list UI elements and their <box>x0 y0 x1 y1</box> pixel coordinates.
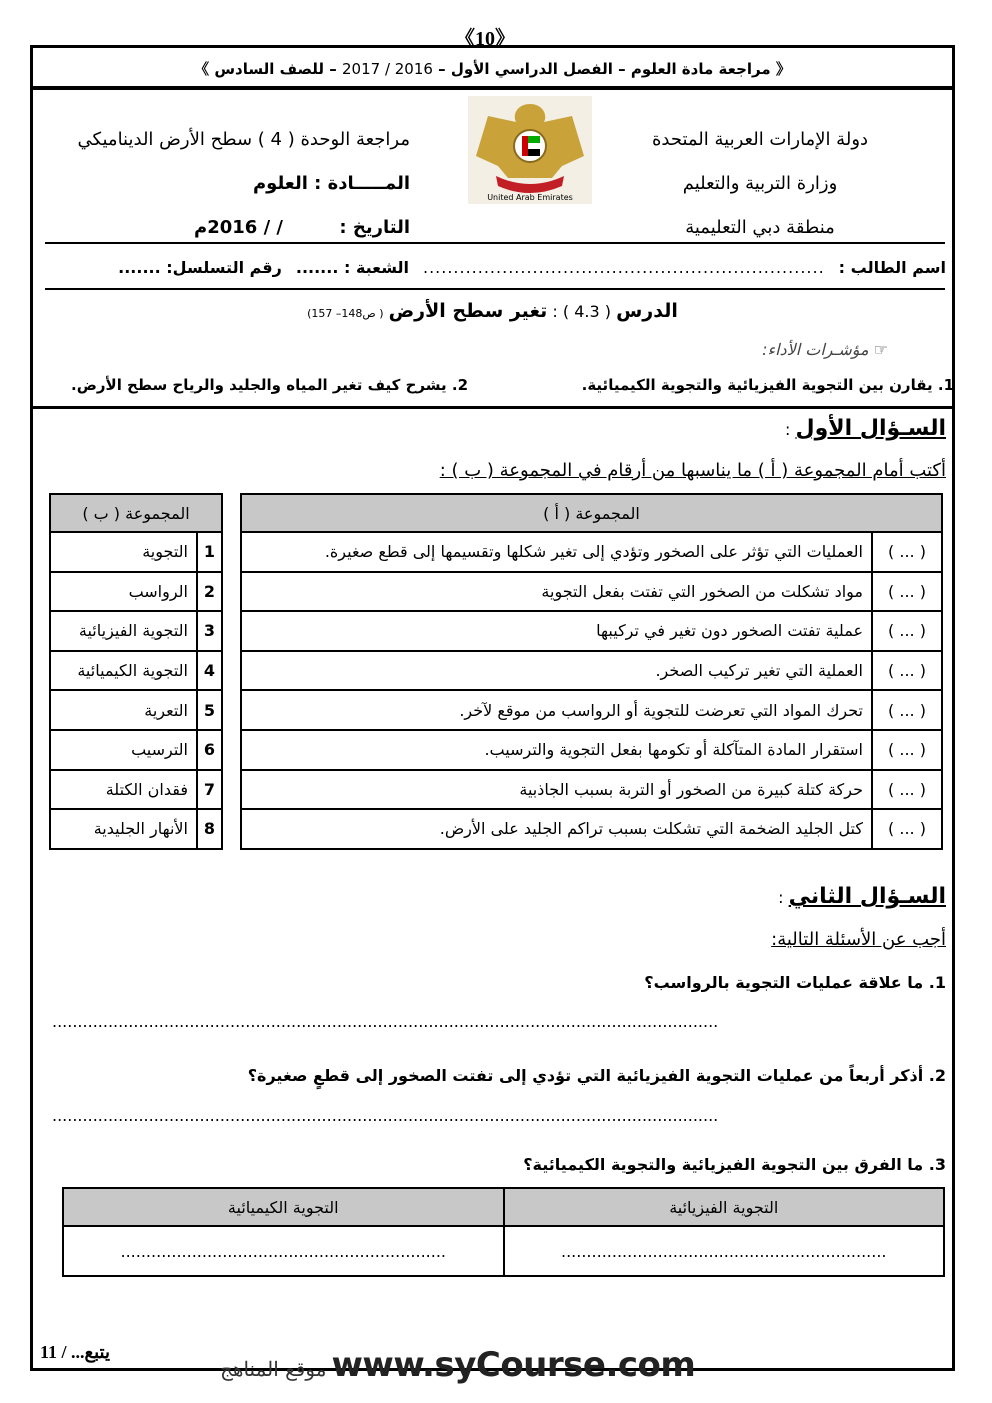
answer-blank[interactable]: ( ... ) <box>872 730 942 770</box>
answer-line-2[interactable]: ................................................................................................................................... <box>52 1106 719 1125</box>
group-b-number: 5 <box>197 690 222 730</box>
question-2: 2. أذكر أربعاً من عمليات التجوية الفيزيائية التي تؤدي إلى تفتت الصخور إلى قطعٍ صغيرة؟ <box>247 1066 946 1085</box>
answer-line-1[interactable]: ................................................................................................................................... <box>52 1012 719 1031</box>
group-b-row <box>50 572 222 612</box>
zone-name: منطقة دبي التعليمية <box>685 217 835 238</box>
group-b-item: الأنهار الجليدية <box>50 809 197 849</box>
q2-title: السـؤال الثاني : <box>778 884 946 909</box>
group-a-header: المجموعة ( أ ) <box>241 494 942 532</box>
weathering-compare-table <box>62 1187 945 1277</box>
group-a-row <box>241 809 942 849</box>
section-field[interactable]: الشعبة : ....... <box>295 258 409 277</box>
student-name-field[interactable]: .................................................................. <box>422 258 825 277</box>
answer-blank[interactable]: ( ... ) <box>872 690 942 730</box>
answer-blank[interactable]: ( ... ) <box>872 809 942 849</box>
uae-emblem-logo <box>468 96 592 204</box>
date-label: التاريخ : <box>339 217 410 238</box>
banner-title: 《 مراجعة مادة العلوم – الفصل الدراسي الأول – 2016 / 2017 – للصف السادس 》 <box>194 60 791 78</box>
group-b-item: التعرية <box>50 690 197 730</box>
student-info <box>48 258 946 277</box>
q2-instruction: أجب عن الأسئلة التالية: <box>771 929 946 950</box>
svg-text:United Arab Emirates: United Arab Emirates <box>487 193 573 202</box>
answer-blank[interactable]: ( ... ) <box>872 611 942 651</box>
group-a-item: العمليات التي تؤثر على الصخور وتؤدي إلى تغير شكلها وتقسيمها إلى قطع صغيرة. <box>241 532 872 572</box>
answer-blank[interactable]: ( ... ) <box>872 532 942 572</box>
indicators-title: ☞ مؤشـرات الأداء: <box>762 340 888 359</box>
group-b-item: التجوية الفيزيائية <box>50 611 197 651</box>
group-a-row <box>241 611 942 651</box>
divider <box>45 242 945 244</box>
group-b-number: 8 <box>197 809 222 849</box>
q1-instruction: أكتب أمام المجموعة ( أ ) ما يناسبها من أرقام في المجموعة ( ب ) : <box>439 460 946 481</box>
group-a-item: كتل الجليد الضخمة التي تشكلت بسبب تراكم الجليد على الأرض. <box>241 809 872 849</box>
physical-answer[interactable]: ................................................................ <box>504 1226 945 1276</box>
group-a-item: حركة كتلة كبيرة من الصخور أو التربة بسبب الجاذبية <box>241 770 872 810</box>
divider <box>30 86 955 90</box>
q1-title: السـؤال الأول : <box>785 416 946 441</box>
group-a-item: مواد تشكلت من الصخور التي تفتت بفعل التجوية <box>241 572 872 612</box>
answer-blank[interactable]: ( ... ) <box>872 572 942 612</box>
group-a-row <box>241 730 942 770</box>
group-a-row <box>241 770 942 810</box>
group-b-row <box>50 770 222 810</box>
group-b-row <box>50 532 222 572</box>
question-3: 3. ما الفرق بين التجوية الفيزيائية والتجوية الكيميائية؟ <box>523 1155 946 1174</box>
group-a-row <box>241 651 942 691</box>
group-a-item: استقرار المادة المتآكلة أو تكومها بفعل التجوية والترسيب. <box>241 730 872 770</box>
site-watermark: موقع المناهج www.syCourse.com <box>220 1345 696 1385</box>
group-b-number: 4 <box>197 651 222 691</box>
subject-label: المـــــادة : العلوم <box>252 173 410 194</box>
chemical-header: التجوية الكيميائية <box>63 1188 504 1226</box>
ministry-name: وزارة التربية والتعليم <box>682 173 838 194</box>
group-b-item: الترسيب <box>50 730 197 770</box>
indicator-item: 1. يقارن بين التجوية الفيزيائية والتجوية الكيميائية. <box>581 376 954 394</box>
group-b-number: 1 <box>197 532 222 572</box>
group-a-item: تحرك المواد التي تعرضت للتجوية أو الرواسب من موقع لآخر. <box>241 690 872 730</box>
hand-pointer-icon: ☞ <box>873 340 888 359</box>
group-b-number: 6 <box>197 730 222 770</box>
group-a-row <box>241 572 942 612</box>
answer-blank[interactable]: ( ... ) <box>872 651 942 691</box>
divider <box>30 406 955 409</box>
student-name-label: اسم الطالب : <box>838 258 946 277</box>
group-b-table <box>49 493 223 850</box>
serial-field[interactable]: رقم التسلسل: ....... <box>118 258 282 277</box>
group-b-number: 3 <box>197 611 222 651</box>
indicator-item: 2. يشرح كيف تغير المياه والجليد والرياح سطح الأرض. <box>71 376 468 394</box>
group-b-row <box>50 611 222 651</box>
group-b-item: الرواسب <box>50 572 197 612</box>
group-a-table <box>240 493 943 850</box>
group-b-header: المجموعة ( ب ) <box>50 494 222 532</box>
divider <box>45 288 945 290</box>
page-number: 《10》 <box>455 28 515 50</box>
group-a-row <box>241 690 942 730</box>
question-1: 1. ما علاقة عمليات التجوية بالرواسب؟ <box>644 973 946 992</box>
lesson-title: الدرس ( 4.3 ) : تغير سطح الأرض ( ص148– 157) <box>307 300 678 322</box>
header-right <box>640 118 880 250</box>
group-b-row <box>50 651 222 691</box>
continue-label: يتبع... / 11 <box>40 1342 110 1362</box>
country-name: دولة الإمارات العربية المتحدة <box>651 129 869 150</box>
unit-title: مراجعة الوحدة ( 4 ) سطح الأرض الديناميكي <box>77 129 410 150</box>
group-a-item: العملية التي تغير تركيب الصخر. <box>241 651 872 691</box>
group-b-number: 7 <box>197 770 222 810</box>
group-b-row <box>50 730 222 770</box>
group-b-item: فقدان الكتلة <box>50 770 197 810</box>
header-left <box>50 118 410 250</box>
group-a-item: عملية تفتت الصخور دون تغير في تركيبها <box>241 611 872 651</box>
physical-header: التجوية الفيزيائية <box>504 1188 945 1226</box>
group-b-row <box>50 809 222 849</box>
group-b-item: التجوية الكيميائية <box>50 651 197 691</box>
group-b-row <box>50 690 222 730</box>
group-a-row <box>241 532 942 572</box>
group-b-item: التجوية <box>50 532 197 572</box>
answer-blank[interactable]: ( ... ) <box>872 770 942 810</box>
group-b-number: 2 <box>197 572 222 612</box>
chemical-answer[interactable]: ................................................................ <box>63 1226 504 1276</box>
date-field[interactable]: / / 2016م <box>194 217 283 238</box>
